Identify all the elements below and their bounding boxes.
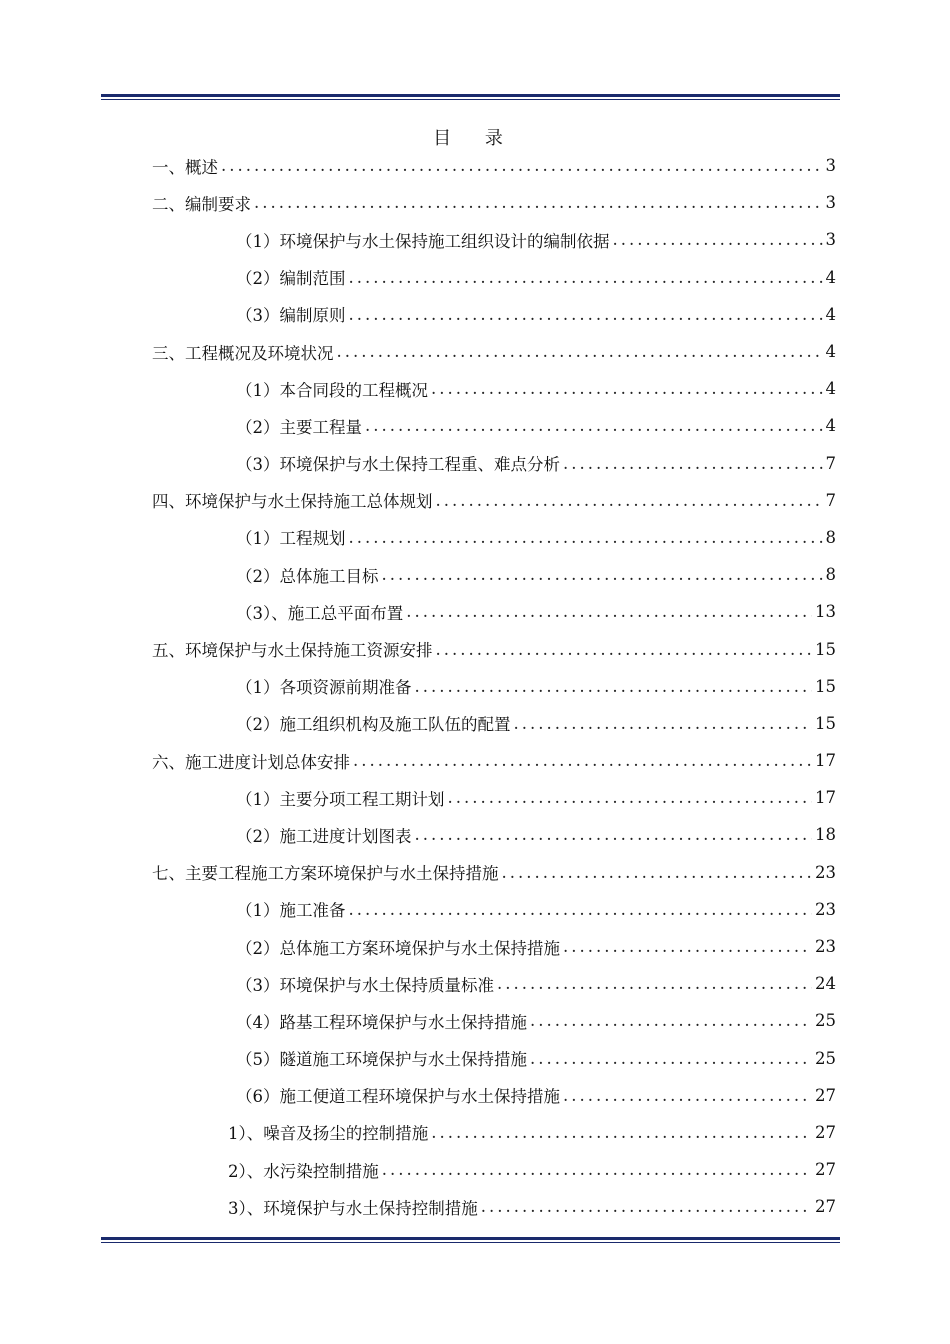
toc-entry-label: 四、环境保护与水土保持施工总体规划 (152, 492, 433, 512)
toc-entry-label: （1）主要分项工程工期计划 (236, 789, 445, 809)
toc-entry[interactable] (152, 296, 836, 333)
toc-leader-dots (415, 825, 813, 844)
toc-leader-dots (221, 156, 823, 175)
toc-entry-page: 3 (825, 156, 836, 176)
toc-entry[interactable] (152, 370, 836, 407)
toc-entry-page: 3 (825, 193, 836, 213)
toc-entry-label: （2）总体施工目标 (236, 566, 379, 586)
toc-entry-page: 4 (825, 342, 836, 362)
toc-entry[interactable] (152, 1188, 836, 1225)
toc-entry-page: 18 (815, 825, 836, 845)
toc-entry-page: 13 (815, 602, 836, 622)
toc-entry-page: 4 (825, 304, 836, 324)
toc-leader-dots (448, 788, 813, 807)
toc-entry[interactable] (152, 259, 836, 296)
toc-entry-label: （2）施工组织机构及施工队伍的配置 (236, 715, 511, 735)
toc-entry[interactable] (152, 1002, 836, 1039)
toc-entry-label: 3）、环境保护与水土保持控制措施 (228, 1198, 478, 1218)
toc-entry-label: 六、施工进度计划总体安排 (152, 752, 350, 772)
toc-entry[interactable] (152, 1114, 836, 1151)
toc-leader-dots (563, 937, 812, 956)
table-of-contents (152, 147, 836, 1225)
toc-entry-page: 15 (815, 676, 836, 696)
toc-entry[interactable] (152, 333, 836, 370)
toc-leader-dots (497, 974, 812, 993)
toc-leader-dots (382, 565, 823, 584)
toc-leader-dots (530, 1011, 812, 1030)
toc-entry-label: （2）编制范围 (236, 269, 346, 289)
toc-leader-dots (415, 677, 813, 696)
toc-entry-page: 27 (815, 1160, 836, 1180)
toc-leader-dots (436, 640, 813, 659)
toc-entry-label: （3）、施工总平面布置 (236, 603, 404, 623)
toc-leader-dots (337, 342, 823, 361)
toc-entry[interactable] (152, 854, 836, 891)
toc-leader-dots (514, 714, 813, 733)
toc-leader-dots (436, 491, 823, 510)
toc-leader-dots (502, 863, 813, 882)
toc-entry[interactable] (152, 1151, 836, 1188)
toc-entry-label: 五、环境保护与水土保持施工资源安排 (152, 641, 433, 661)
toc-entry-label: （1）本合同段的工程概况 (236, 380, 428, 400)
toc-entry[interactable] (152, 668, 836, 705)
toc-entry[interactable] (152, 1077, 836, 1114)
toc-entry[interactable] (152, 779, 836, 816)
toc-entry-page: 15 (815, 639, 836, 659)
toc-entry[interactable] (152, 1040, 836, 1077)
toc-entry[interactable] (152, 221, 836, 258)
toc-entry-label: （4）路基工程环境保护与水土保持措施 (236, 1012, 527, 1032)
toc-entry[interactable] (152, 482, 836, 519)
toc-entry[interactable] (152, 630, 836, 667)
toc-entry-label: 一、概述 (152, 157, 218, 177)
toc-entry-page: 4 (825, 267, 836, 287)
toc-leader-dots (349, 900, 813, 919)
toc-leader-dots (353, 751, 812, 770)
toc-entry-page: 27 (815, 1122, 836, 1142)
toc-entry[interactable] (152, 816, 836, 853)
header-rule (101, 94, 840, 100)
toc-entry-page: 15 (815, 713, 836, 733)
toc-leader-dots (431, 379, 823, 398)
toc-leader-dots (365, 416, 823, 435)
toc-leader-dots (349, 528, 823, 547)
toc-entry-label: （3）编制原则 (236, 306, 346, 326)
toc-entry[interactable] (152, 928, 836, 965)
toc-entry-page: 23 (815, 862, 836, 882)
toc-entry-page: 4 (825, 416, 836, 436)
toc-leader-dots (613, 230, 823, 249)
toc-entry-label: 2）、水污染控制措施 (228, 1161, 379, 1181)
toc-entry[interactable] (152, 407, 836, 444)
toc-entry-label: （5）隧道施工环境保护与水土保持措施 (236, 1050, 527, 1070)
toc-entry-label: 二、编制要求 (152, 194, 251, 214)
toc-entry-label: （2）总体施工方案环境保护与水土保持措施 (236, 938, 560, 958)
toc-entry-page: 3 (825, 230, 836, 250)
toc-entry-label: （3）环境保护与水土保持工程重、难点分析 (236, 455, 560, 475)
toc-entry-label: 1）、噪音及扬尘的控制措施 (228, 1124, 429, 1144)
toc-leader-dots (563, 1086, 812, 1105)
toc-leader-dots (431, 1123, 812, 1142)
toc-entry[interactable] (152, 445, 836, 482)
toc-entry[interactable] (152, 965, 836, 1002)
toc-entry[interactable] (152, 519, 836, 556)
toc-leader-dots (563, 454, 823, 473)
toc-entry-page: 27 (815, 1085, 836, 1105)
toc-entry[interactable] (152, 705, 836, 742)
toc-entry-page: 8 (825, 565, 836, 585)
toc-entry-page: 23 (815, 937, 836, 957)
toc-entry-page: 17 (815, 788, 836, 808)
toc-entry[interactable] (152, 147, 836, 184)
toc-entry-page: 25 (815, 1048, 836, 1068)
toc-entry[interactable] (152, 556, 836, 593)
toc-entry-page: 23 (815, 899, 836, 919)
toc-leader-dots (530, 1049, 812, 1068)
toc-entry-label: （6）施工便道工程环境保护与水土保持措施 (236, 1087, 560, 1107)
toc-entry-page: 8 (825, 527, 836, 547)
toc-entry-label: （1）环境保护与水土保持施工组织设计的编制依据 (236, 231, 610, 251)
toc-entry[interactable] (152, 891, 836, 928)
toc-entry-label: （1）工程规划 (236, 529, 346, 549)
toc-entry-label: 三、工程概况及环境状况 (152, 343, 334, 363)
toc-leader-dots (406, 602, 812, 621)
page-title: 目 录 (433, 128, 517, 149)
toc-leader-dots (349, 268, 823, 287)
toc-entry[interactable] (152, 593, 836, 630)
toc-leader-dots (254, 193, 823, 212)
toc-entry-page: 4 (825, 379, 836, 399)
footer-rule (101, 1237, 840, 1243)
toc-entry-label: （2）施工进度计划图表 (236, 826, 412, 846)
toc-entry-page: 25 (815, 1011, 836, 1031)
toc-entry-label: （3）环境保护与水土保持质量标准 (236, 975, 494, 995)
toc-entry-page: 7 (825, 453, 836, 473)
toc-entry[interactable] (152, 742, 836, 779)
toc-leader-dots (349, 305, 823, 324)
toc-entry-label: 七、主要工程施工方案环境保护与水土保持措施 (152, 864, 499, 884)
toc-leader-dots (382, 1160, 812, 1179)
toc-leader-dots (481, 1197, 812, 1216)
toc-entry-page: 24 (815, 974, 836, 994)
toc-entry-page: 7 (825, 490, 836, 510)
toc-entry-page: 17 (815, 751, 836, 771)
toc-entry-label: （1）各项资源前期准备 (236, 678, 412, 698)
toc-entry-label: （1）施工准备 (236, 901, 346, 921)
toc-entry-page: 27 (815, 1197, 836, 1217)
toc-entry[interactable] (152, 184, 836, 221)
toc-entry-label: （2）主要工程量 (236, 417, 362, 437)
